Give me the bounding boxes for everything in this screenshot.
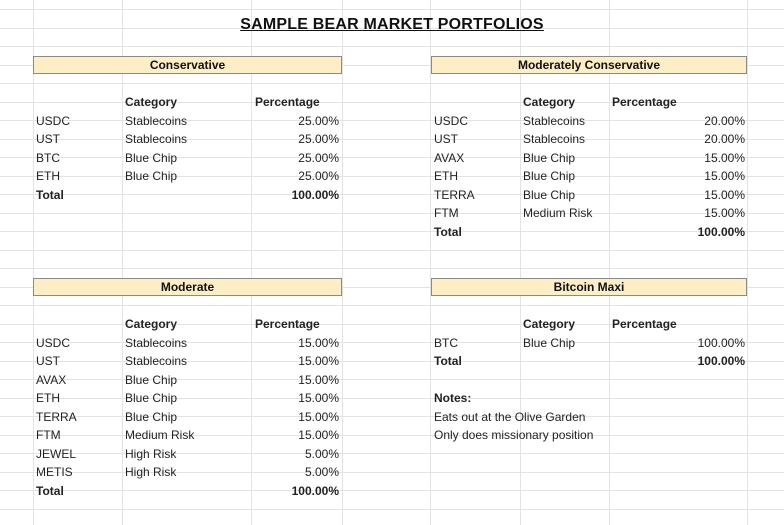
column-header-percentage[interactable]: Percentage	[255, 95, 320, 109]
grid-row-line	[0, 379, 784, 380]
grid-column-line	[251, 0, 252, 525]
grid-row-line	[0, 435, 784, 436]
category-cell[interactable]: Blue Chip	[125, 409, 178, 424]
category-cell[interactable]: Stablecoins	[125, 335, 188, 350]
category-cell[interactable]: Stablecoins	[125, 132, 188, 146]
category-cell[interactable]: Blue Chip	[125, 391, 178, 405]
grid-column-line	[430, 0, 431, 525]
total-label[interactable]: Total	[434, 354, 462, 368]
total-percentage[interactable]: 100.00%	[291, 483, 339, 498]
asset-cell[interactable]: BTC	[434, 335, 458, 350]
percentage-cell[interactable]: 15.00%	[298, 335, 339, 350]
total-label[interactable]: Total	[36, 483, 64, 498]
asset-cell[interactable]: ETH	[36, 169, 60, 183]
category-cell[interactable]: Stablecoins	[523, 113, 586, 128]
asset-cell[interactable]: UST	[434, 132, 458, 146]
percentage-cell[interactable]: 25.00%	[298, 132, 339, 146]
percentage-cell[interactable]: 20.00%	[704, 132, 745, 146]
asset-cell[interactable]: ETH	[36, 391, 60, 405]
category-cell[interactable]: Blue Chip	[523, 169, 576, 183]
column-header-category[interactable]: Category	[523, 317, 576, 331]
grid-column-line	[33, 0, 34, 525]
grid-row-line	[0, 9, 784, 10]
grid-row-line	[0, 268, 784, 269]
column-header-percentage[interactable]: Percentage	[255, 317, 320, 331]
asset-cell[interactable]: BTC	[36, 150, 60, 165]
category-cell[interactable]: Stablecoins	[125, 113, 188, 128]
category-cell[interactable]: Blue Chip	[125, 150, 178, 165]
percentage-cell[interactable]: 15.00%	[298, 428, 339, 442]
total-percentage[interactable]: 100.00%	[291, 187, 339, 202]
percentage-cell[interactable]: 25.00%	[298, 169, 339, 183]
percentage-cell[interactable]: 15.00%	[298, 372, 339, 387]
column-header-percentage[interactable]: Percentage	[612, 95, 677, 109]
panel-header-moderate: Moderate	[33, 278, 342, 296]
category-cell[interactable]: Blue Chip	[523, 150, 576, 165]
asset-cell[interactable]: UST	[36, 354, 60, 368]
asset-cell[interactable]: AVAX	[36, 372, 67, 387]
category-cell[interactable]: Blue Chip	[523, 335, 576, 350]
grid-column-line	[609, 0, 610, 525]
percentage-cell[interactable]: 20.00%	[704, 113, 745, 128]
asset-cell[interactable]: UST	[36, 132, 60, 146]
grid-row-line	[0, 398, 784, 399]
percentage-cell[interactable]: 5.00%	[304, 465, 339, 479]
category-cell[interactable]: Blue Chip	[523, 187, 576, 202]
asset-cell[interactable]: AVAX	[434, 150, 465, 165]
category-cell[interactable]: Medium Risk	[523, 206, 593, 220]
column-header-category[interactable]: Category	[125, 95, 178, 109]
grid-row-line	[0, 453, 784, 454]
percentage-cell[interactable]: 100.00%	[697, 335, 745, 350]
panel-header-conservative: Conservative	[33, 56, 342, 74]
total-percentage[interactable]: 100.00%	[697, 224, 745, 239]
notes-line[interactable]: Only does missionary position	[434, 428, 594, 442]
asset-cell[interactable]: FTM	[36, 428, 61, 442]
grid-row-line	[0, 305, 784, 306]
category-cell[interactable]: Stablecoins	[523, 132, 586, 146]
category-cell[interactable]: Blue Chip	[125, 372, 178, 387]
grid-column-line	[342, 0, 343, 525]
total-label[interactable]: Total	[434, 224, 462, 239]
asset-cell[interactable]: USDC	[36, 335, 71, 350]
grid-row-line	[0, 509, 784, 510]
grid-row-line	[0, 472, 784, 473]
asset-cell[interactable]: ETH	[434, 169, 458, 183]
grid-row-line	[0, 416, 784, 417]
asset-cell[interactable]: USDC	[36, 113, 71, 128]
percentage-cell[interactable]: 25.00%	[298, 113, 339, 128]
percentage-cell[interactable]: 5.00%	[304, 446, 339, 461]
asset-cell[interactable]: METIS	[36, 465, 73, 479]
column-header-category[interactable]: Category	[125, 317, 178, 331]
asset-cell[interactable]: JEWEL	[36, 446, 77, 461]
percentage-cell[interactable]: 15.00%	[298, 354, 339, 368]
percentage-cell[interactable]: 15.00%	[704, 187, 745, 202]
category-cell[interactable]: Medium Risk	[125, 428, 195, 442]
category-cell[interactable]: Stablecoins	[125, 354, 188, 368]
notes-label[interactable]: Notes:	[434, 391, 472, 405]
total-label[interactable]: Total	[36, 187, 64, 202]
percentage-cell[interactable]: 15.00%	[704, 169, 745, 183]
total-percentage[interactable]: 100.00%	[697, 354, 745, 368]
asset-cell[interactable]: TERRA	[36, 409, 77, 424]
grid-column-line	[122, 0, 123, 525]
asset-cell[interactable]: FTM	[434, 206, 459, 220]
grid-column-line	[747, 0, 748, 525]
grid-row-line	[0, 83, 784, 84]
percentage-cell[interactable]: 25.00%	[298, 150, 339, 165]
percentage-cell[interactable]: 15.00%	[298, 391, 339, 405]
sheet-title: SAMPLE BEAR MARKET PORTFOLIOS	[240, 16, 544, 33]
category-cell[interactable]: High Risk	[125, 446, 177, 461]
category-cell[interactable]: High Risk	[125, 465, 177, 479]
grid-column-line	[520, 0, 521, 525]
column-header-category[interactable]: Category	[523, 95, 576, 109]
percentage-cell[interactable]: 15.00%	[704, 206, 745, 220]
panel-header-moderately-conservative: Moderately Conservative	[431, 56, 747, 74]
percentage-cell[interactable]: 15.00%	[704, 150, 745, 165]
grid-row-line	[0, 490, 784, 491]
asset-cell[interactable]: TERRA	[434, 187, 475, 202]
asset-cell[interactable]: USDC	[434, 113, 469, 128]
notes-line[interactable]: Eats out at the Olive Garden	[434, 410, 586, 424]
column-header-percentage[interactable]: Percentage	[612, 317, 677, 331]
panel-header-bitcoin-maxi: Bitcoin Maxi	[431, 278, 747, 296]
category-cell[interactable]: Blue Chip	[125, 169, 178, 183]
grid-row-line	[0, 250, 784, 251]
percentage-cell[interactable]: 15.00%	[298, 409, 339, 424]
grid-row-line	[0, 46, 784, 47]
